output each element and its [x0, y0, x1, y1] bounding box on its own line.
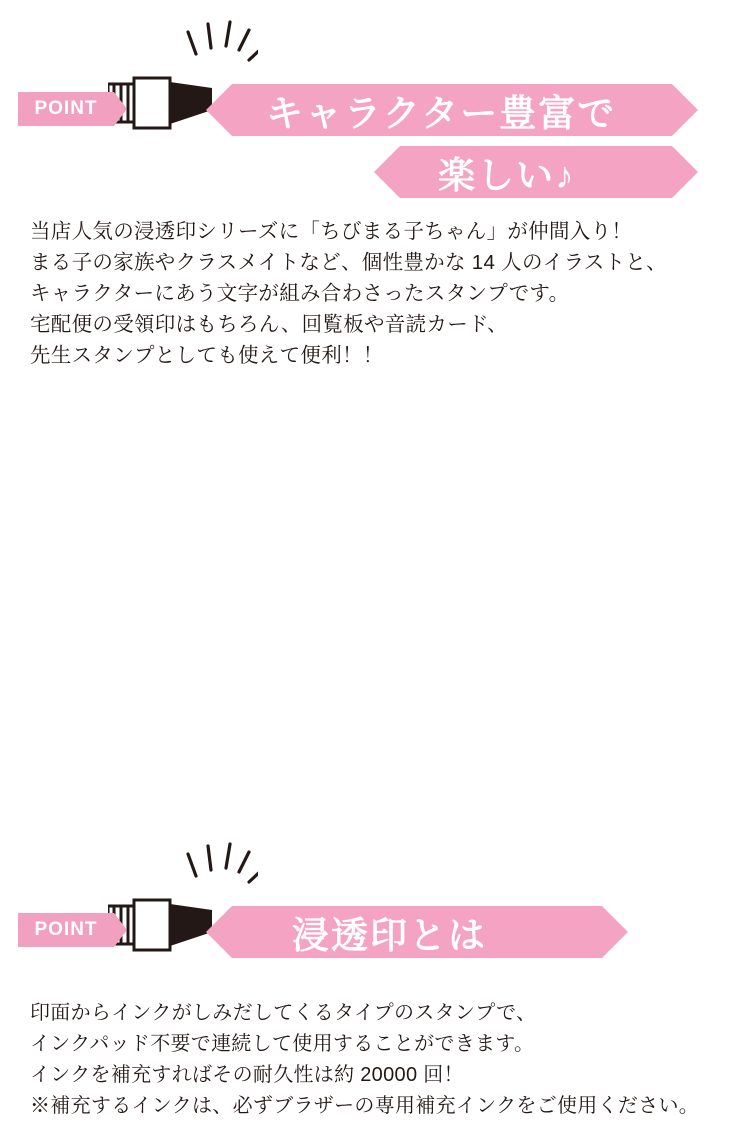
point-badge-label: POINT [34, 919, 98, 940]
body-line: 当店人気の浸透印シリーズに「ちびまる子ちゃん」が仲間入り！ [30, 220, 633, 243]
body-line: インクを補充すればその耐久性は約 20000 回！ [30, 1064, 464, 1086]
headline-text: キャラクター豊富で [266, 93, 617, 134]
body-copy-2 [30, 998, 730, 1122]
body-line: まる子の家族やクラスメイトなど、個性豊かな 14 人のイラストと、 [30, 251, 667, 274]
body-line: ※補充するインクは、必ずブラザーの専用補充インクをご使用ください。 [30, 1095, 700, 1117]
headline-ribbon-2-line-1 [232, 906, 602, 958]
body-line: 印面からインクがしみだしてくるタイプのスタンプで、 [30, 1002, 537, 1024]
headline-text: 浸透印とは [292, 915, 487, 956]
body-line: キャラクターにあう文字が組み合わさったスタンプです。 [30, 282, 570, 305]
body-line: インクパッド不要で連続して使用することができます。 [30, 1033, 535, 1055]
body-copy-1 [30, 216, 730, 371]
headline-text: 楽しい♪ [438, 155, 576, 196]
body-line: 先生スタンプとしても使えて便利！！ [30, 344, 384, 367]
point-badge-1 [18, 92, 114, 126]
body-line: 宅配便の受領印はもちろん、回覧板や音読カード、 [30, 313, 508, 336]
headline-ribbon-1-line-2 [400, 146, 672, 198]
point-badge-2 [18, 913, 114, 947]
point-badge-label: POINT [34, 98, 98, 119]
headline-ribbon-1-line-1 [232, 84, 672, 136]
